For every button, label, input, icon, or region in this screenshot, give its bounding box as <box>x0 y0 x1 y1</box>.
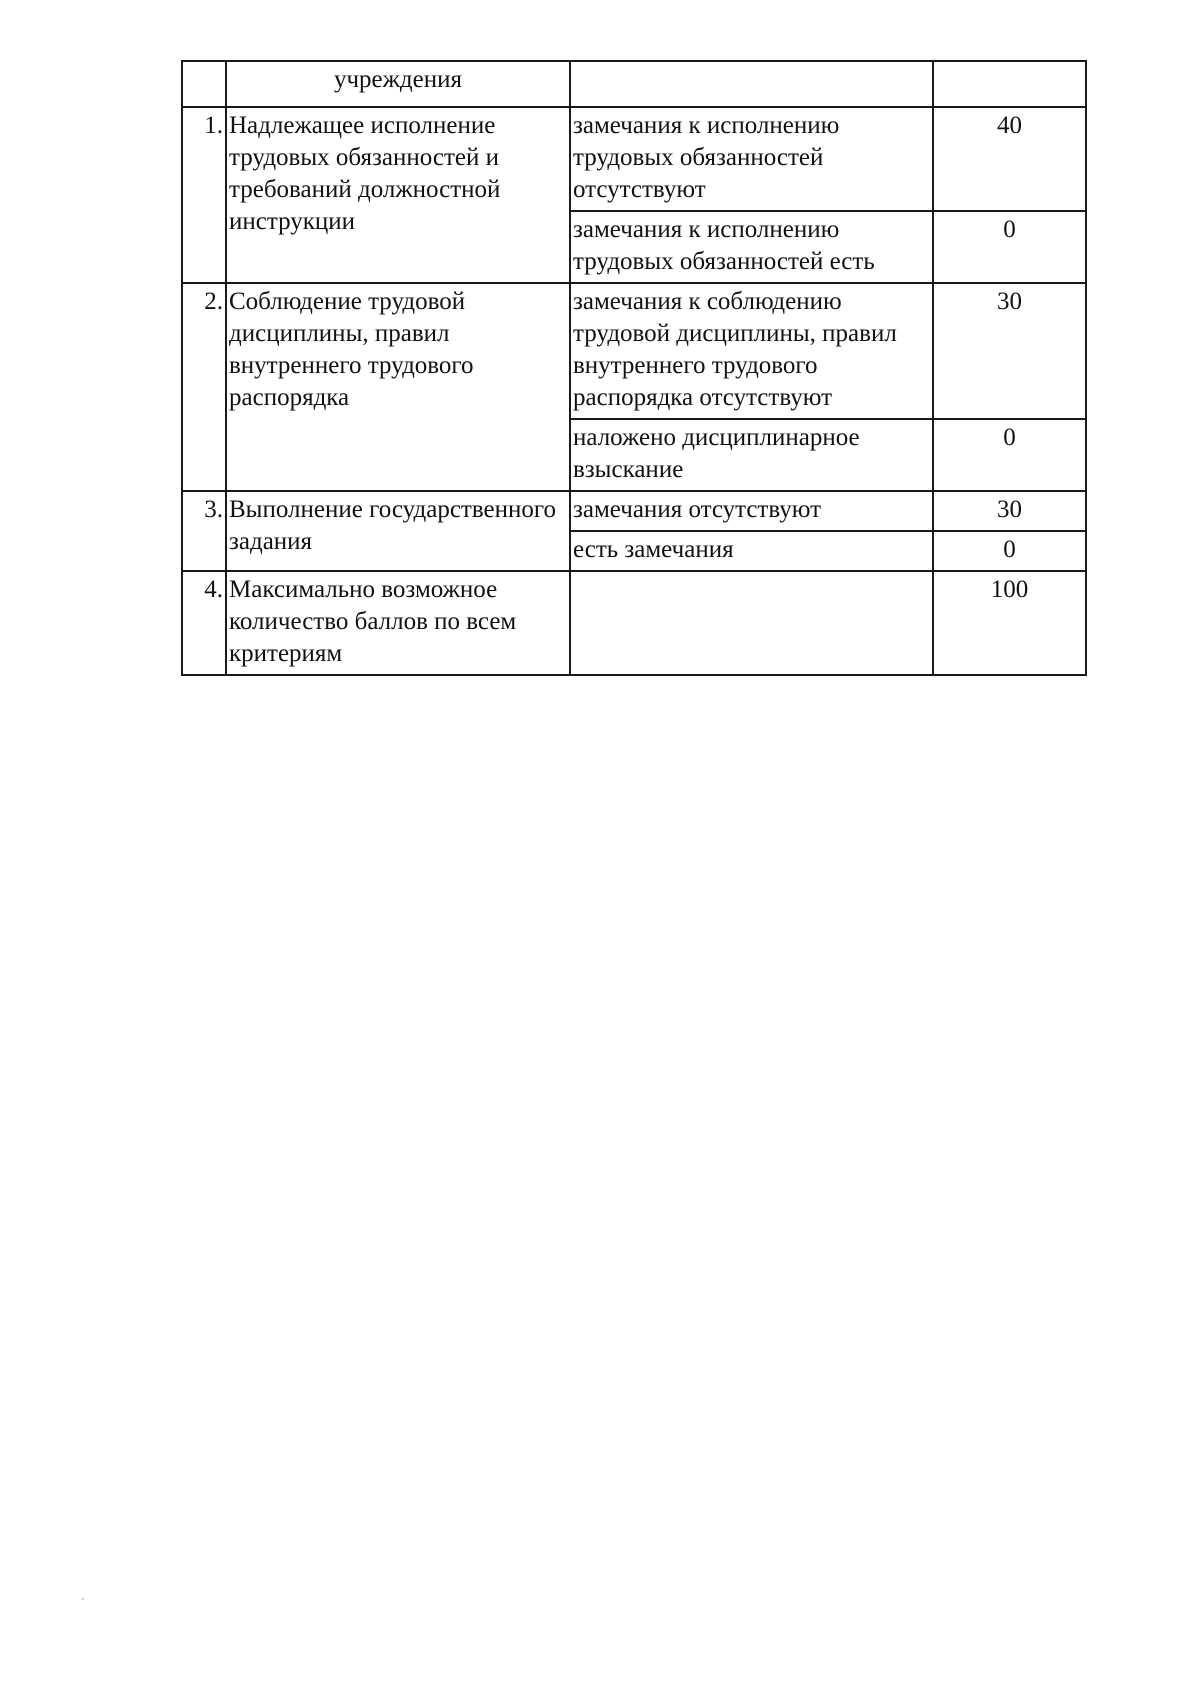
cell-num-empty <box>182 61 226 107</box>
cell-condition: замечания к исполнению трудовых обязанностей отсутствуют <box>570 107 933 211</box>
cell-condition <box>570 571 933 675</box>
criteria-table <box>181 60 1087 676</box>
cell-criterion: Максимально возможное количество баллов по всем критериям <box>226 571 570 675</box>
cell-criterion: Соблюдение трудовой дисциплины, правил внутреннего трудового распорядка <box>226 283 570 491</box>
cell-score-empty <box>933 61 1086 107</box>
cell-condition: замечания к соблюдению трудовой дисциплины, правил внутреннего трудового распорядка отсутствуют <box>570 283 933 419</box>
cell-condition: есть замечания <box>570 531 933 571</box>
cell-condition: замечания отсутствуют <box>570 491 933 531</box>
cell-score: 30 <box>933 283 1086 419</box>
cell-criterion: Надлежащее исполнение трудовых обязанностей и требований должностной инструкции <box>226 107 570 283</box>
cell-num: 1. <box>182 107 226 283</box>
cell-score: 0 <box>933 211 1086 283</box>
cell-condition: наложено дисциплинарное взыскание <box>570 419 933 491</box>
table-row <box>182 571 1086 675</box>
cell-score: 30 <box>933 491 1086 531</box>
cell-score: 0 <box>933 419 1086 491</box>
cell-criterion: Выполнение государственного задания <box>226 491 570 571</box>
cell-num: 2. <box>182 283 226 491</box>
cell-num: 3. <box>182 491 226 571</box>
cell-score: 100 <box>933 571 1086 675</box>
cell-score: 0 <box>933 531 1086 571</box>
cell-score: 40 <box>933 107 1086 211</box>
cell-num: 4. <box>182 571 226 675</box>
scan-artifact-dot <box>82 1598 84 1600</box>
table-row-continuation <box>182 61 1086 107</box>
cell-condition: замечания к исполнению трудовых обязанностей есть <box>570 211 933 283</box>
table-row <box>182 283 1086 419</box>
table-row <box>182 107 1086 211</box>
cell-criterion-continuation: учреждения <box>226 61 570 107</box>
cell-condition-empty <box>570 61 933 107</box>
table-row <box>182 491 1086 531</box>
